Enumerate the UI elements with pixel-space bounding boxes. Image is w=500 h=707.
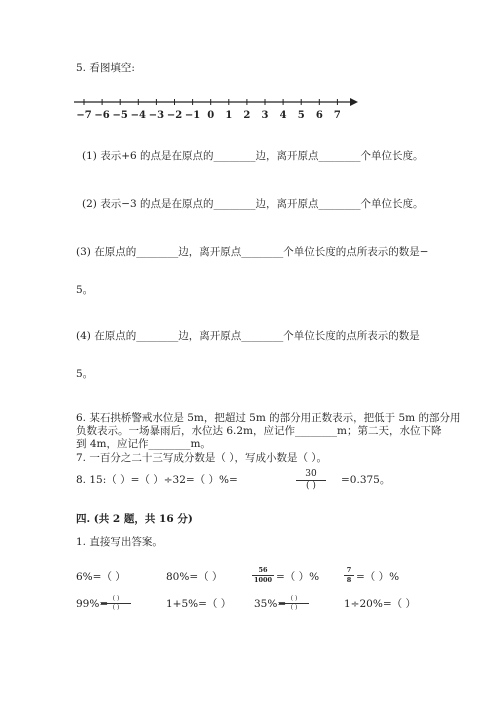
q8-fraction-denominator: ( ) bbox=[306, 481, 316, 491]
number-line-label: −2 bbox=[166, 110, 183, 121]
q5-part4-line2: 5。 bbox=[76, 368, 94, 380]
number-line-label: −7 bbox=[76, 110, 92, 121]
arrow-right-icon bbox=[350, 98, 358, 106]
fraction-56-numerator: 56 bbox=[258, 566, 268, 574]
number-line-label: −3 bbox=[148, 110, 165, 121]
number-line-label: 2 bbox=[243, 110, 251, 121]
q8-fraction bbox=[296, 470, 326, 491]
q5-part3-line2: 5。 bbox=[76, 284, 94, 296]
fraction-7-8 bbox=[344, 567, 354, 583]
q8-text: 8. 15:（ ）=（ ）÷32=（ ）%= bbox=[76, 474, 238, 486]
q8-tail: =0.375。 bbox=[341, 474, 391, 486]
number-line-label: 1 bbox=[225, 110, 233, 121]
q8-fraction-numerator: 30 bbox=[305, 469, 317, 479]
q6-line2: 负数表示。一场暴雨后，水位达 6.2m，应记作________m；第二天，水位下降 bbox=[76, 425, 442, 437]
fraction-35pct bbox=[279, 596, 309, 611]
number-line bbox=[70, 96, 360, 126]
answer-7-8: =（ ）% bbox=[356, 571, 400, 583]
fraction-99-denominator: ( ) bbox=[112, 604, 120, 611]
answer-1-plus-5pct: 1+5%=（ ） bbox=[166, 598, 232, 610]
fraction-99pct bbox=[101, 596, 131, 611]
number-line-label: −5 bbox=[112, 110, 128, 121]
fraction-99-numerator: ( ) bbox=[112, 595, 120, 602]
section4-title: 四. (共 2 题，共 16 分) bbox=[76, 513, 193, 525]
number-line-label: 6 bbox=[315, 110, 323, 121]
answer-1-div-20pct: 1÷20%=（ ） bbox=[344, 598, 416, 610]
q6-line1: 6. 某石拱桥警戒水位是 5m，把超过 5m 的部分用正数表示，把低于 5m 的部分用 bbox=[76, 412, 461, 424]
number-line-label: −4 bbox=[130, 110, 146, 121]
number-line-label: −6 bbox=[94, 110, 110, 121]
q5-part2: (2) 表示−3 的点是在原点的________边，离开原点________个单位长度。 bbox=[82, 198, 424, 210]
q5-part3-line1: (3) 在原点的________边，离开原点________个单位长度的点所表示的数是− bbox=[76, 246, 429, 258]
fraction-56-denominator: 1000 bbox=[253, 575, 273, 584]
number-line-label: −1 bbox=[184, 110, 201, 121]
fraction-35-numerator: ( ) bbox=[290, 595, 298, 602]
fraction-7-numerator: 7 bbox=[346, 566, 352, 574]
answer-35pct: 35%= bbox=[254, 598, 287, 610]
number-line-label: 0 bbox=[207, 110, 215, 121]
fraction-35-denominator: ( ) bbox=[290, 604, 298, 611]
number-line-label: 4 bbox=[279, 110, 287, 121]
q5-part1: (1) 表示+6 的点是在原点的________边，离开原点________个单位长度。 bbox=[82, 150, 424, 162]
fraction-56-1000 bbox=[252, 567, 274, 583]
answer-56-1000: =（ ）% bbox=[276, 571, 320, 583]
q6-line3: 到 4m，应记作________m。 bbox=[76, 438, 211, 450]
answer-80pct: 80%=（ ） bbox=[166, 571, 223, 583]
q7: 7. 一百分之二十三写成分数是（ ），写成小数是（ ）。 bbox=[76, 452, 328, 464]
answer-6pct: 6%=（ ） bbox=[76, 571, 126, 583]
number-line-label: 7 bbox=[333, 110, 341, 121]
fraction-8-denominator: 8 bbox=[346, 575, 352, 584]
q5-part4-line1: (4) 在原点的________边，离开原点________个单位长度的点所表示的数是 bbox=[76, 330, 420, 342]
q5-title: 5. 看图填空: bbox=[76, 62, 135, 74]
answer-99pct: 99%= bbox=[76, 598, 109, 610]
number-line-label: 5 bbox=[297, 110, 305, 121]
number-line-label: 3 bbox=[261, 110, 269, 121]
section4-q1: 1. 直接写出答案。 bbox=[76, 536, 163, 548]
